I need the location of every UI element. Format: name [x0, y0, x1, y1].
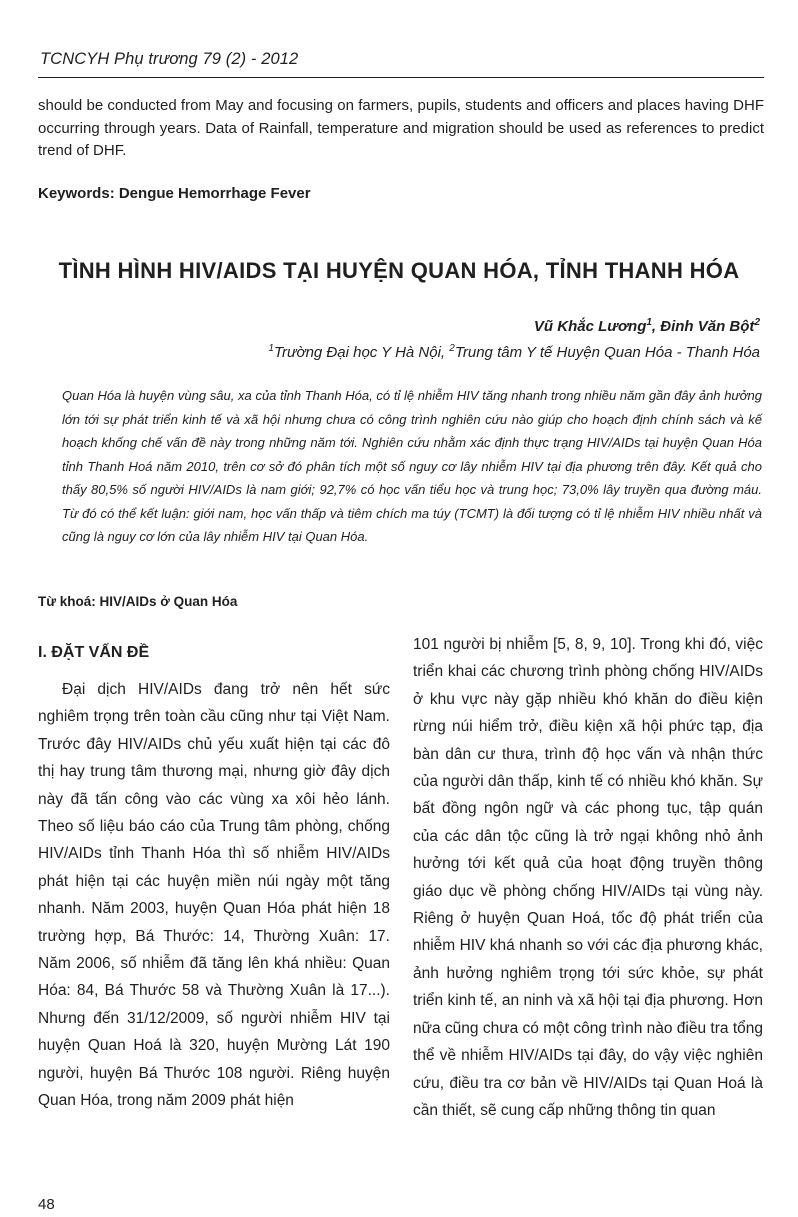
- author-2: Đinh Văn Bột: [660, 318, 755, 335]
- right-column-text: 101 người bị nhiễm [5, 8, 9, 10]. Trong khi đó, việc triển khai các chương trình phòng chống HIV/AIDs ở khu vực này gặp nhiều khó khăn do điều kiện rừng núi hiểm trở, điều kiện xã hội phức tạp, địa bàn dân cư thưa, trình độ học vấn và nhận thức của người dân thấp, kinh tế có nhiều khó khăn. Sự bất đồng ngôn ngữ và các phong tục, tập quán của các dân tộc cũng là trở ngại không nhỏ ảnh hưởng tới kết quả của hoạt động truyền thông giáo dục về phòng chống HIV/AIDs tại vùng này. Riêng ở huyện Quan Hoá, tốc độ phát triển của nhiễm HIV khá nhanh so với các địa phương khác, ảnh hưởng nghiêm trọng tới sức khỏe, sự phát triển kinh tế, an ninh và xã hội tại địa phương. Hơn nữa cũng chưa có một công trình nào điều tra tổng thể về nhiễm HIV/AIDs tại đây, do vậy việc nghiên cứu, điều tra cơ bản về HIV/AIDs tại Quan Hoá là cần thiết, sẽ cung cấp những thông tin quan: [413, 636, 763, 1119]
- right-column: [413, 631, 763, 1124]
- english-keywords: Keywords: Dengue Hemorrhage Fever: [38, 185, 311, 202]
- affiliation-1-sup: 1: [268, 343, 274, 354]
- article-title: TÌNH HÌNH HIV/AIDS TẠI HUYỆN QUAN HÓA, TỈNH THANH HÓA: [58, 258, 740, 283]
- section-heading: I. ĐẶT VẤN ĐỀ: [38, 644, 150, 661]
- affiliation-2: Trung tâm Y tế Huyện Quan Hóa - Thanh Hóa: [454, 344, 760, 361]
- affiliation-line: [268, 344, 760, 361]
- author-1: Vũ Khắc Lương: [533, 318, 647, 335]
- page-number: 48: [38, 1196, 55, 1213]
- journal-header: TCNCYH Phụ trương 79 (2) - 2012: [40, 50, 299, 68]
- header-divider: [38, 77, 764, 78]
- affiliation-2-sup: 2: [449, 343, 455, 354]
- vietnamese-keywords: Từ khoá: HIV/AIDs ở Quan Hóa: [38, 594, 238, 609]
- affiliation-1: Trường Đại học Y Hà Nội,: [273, 344, 450, 361]
- english-abstract-tail: should be conducted from May and focusing on farmers, pupils, students and officers and places having DHF occurring through years. Data of Rainfall, temperature and migration should be used as references to predict trend of DHF.: [38, 97, 764, 159]
- left-column-text: Đại dịch HIV/AIDs đang trở nên hết sức nghiêm trọng trên toàn cầu cũng như tại Việt Nam. Trước đây HIV/AIDs chủ yếu xuất hiện tại các đô thị hay trung tâm thương mại, nhưng giờ đây dịch này đã tấn công vào các vùng xa xôi hẻo lánh. Theo số liệu báo cáo của Trung tâm phòng, chống HIV/AIDs tỉnh Thanh Hóa thì số nhiễm HIV/AIDs phát hiện tại các huyện miền núi ngày một tăng nhanh. Năm 2003, huyện Quan Hóa phát hiện 18 trường hợp, Bá Thước: 14, Thường Xuân: 17. Năm 2006, số nhiễm đã tăng lên khá nhiều: Quan Hóa: 84, Bá Thước 58 và Thường Xuân là 17...). Nhưng đến 31/12/2009, số người nhiễm HIV tại huyện Quan Hoá là 320, huyện Mường Lát 190 người, huyện Bá Thước 108 người. Riêng huyện Quan Hóa, trong năm 2009 phát hiện: [38, 681, 390, 1110]
- left-column: [38, 676, 390, 1115]
- vietnamese-abstract: Quan Hóa là huyện vùng sâu, xa của tỉnh Thanh Hóa, có tỉ lệ nhiễm HIV tăng nhanh trong nhiều năm gần đây ảnh hưởng lớn tới sự phát triển kinh tế và xã hội nhưng chưa có công trình nghiên cứu nào giúp cho hoạch định chính sách và kế hoạch khống chế vấn đề này trong những năm tới. Nghiên cứu nhằm xác định thực trạng HIV/AIDs tại huyện Quan Hóa tỉnh Thanh Hoá năm 2010, trên cơ sở đó phân tích một số nguy cơ lây nhiễm HIV tại địa phương trên đây. Kết quả cho thấy 80,5% số người HIV/AIDs là nam giới; 92,7% có học vấn tiểu học và trung học; 73,0% lây truyền qua đường máu. Từ đó có thể kết luận: giới nam, học vấn thấp và tiêm chích ma túy (TCMT) là đối tượng có tỉ lệ nhiễm HIV nhiều nhất và cũng là nguy cơ lớn của lây nhiễm HIV tại Quan Hóa.: [62, 388, 762, 544]
- author-2-sup: 2: [754, 317, 760, 328]
- author-line: [534, 318, 760, 335]
- author-1-sup: 1: [646, 317, 652, 328]
- author-separator: ,: [651, 318, 661, 335]
